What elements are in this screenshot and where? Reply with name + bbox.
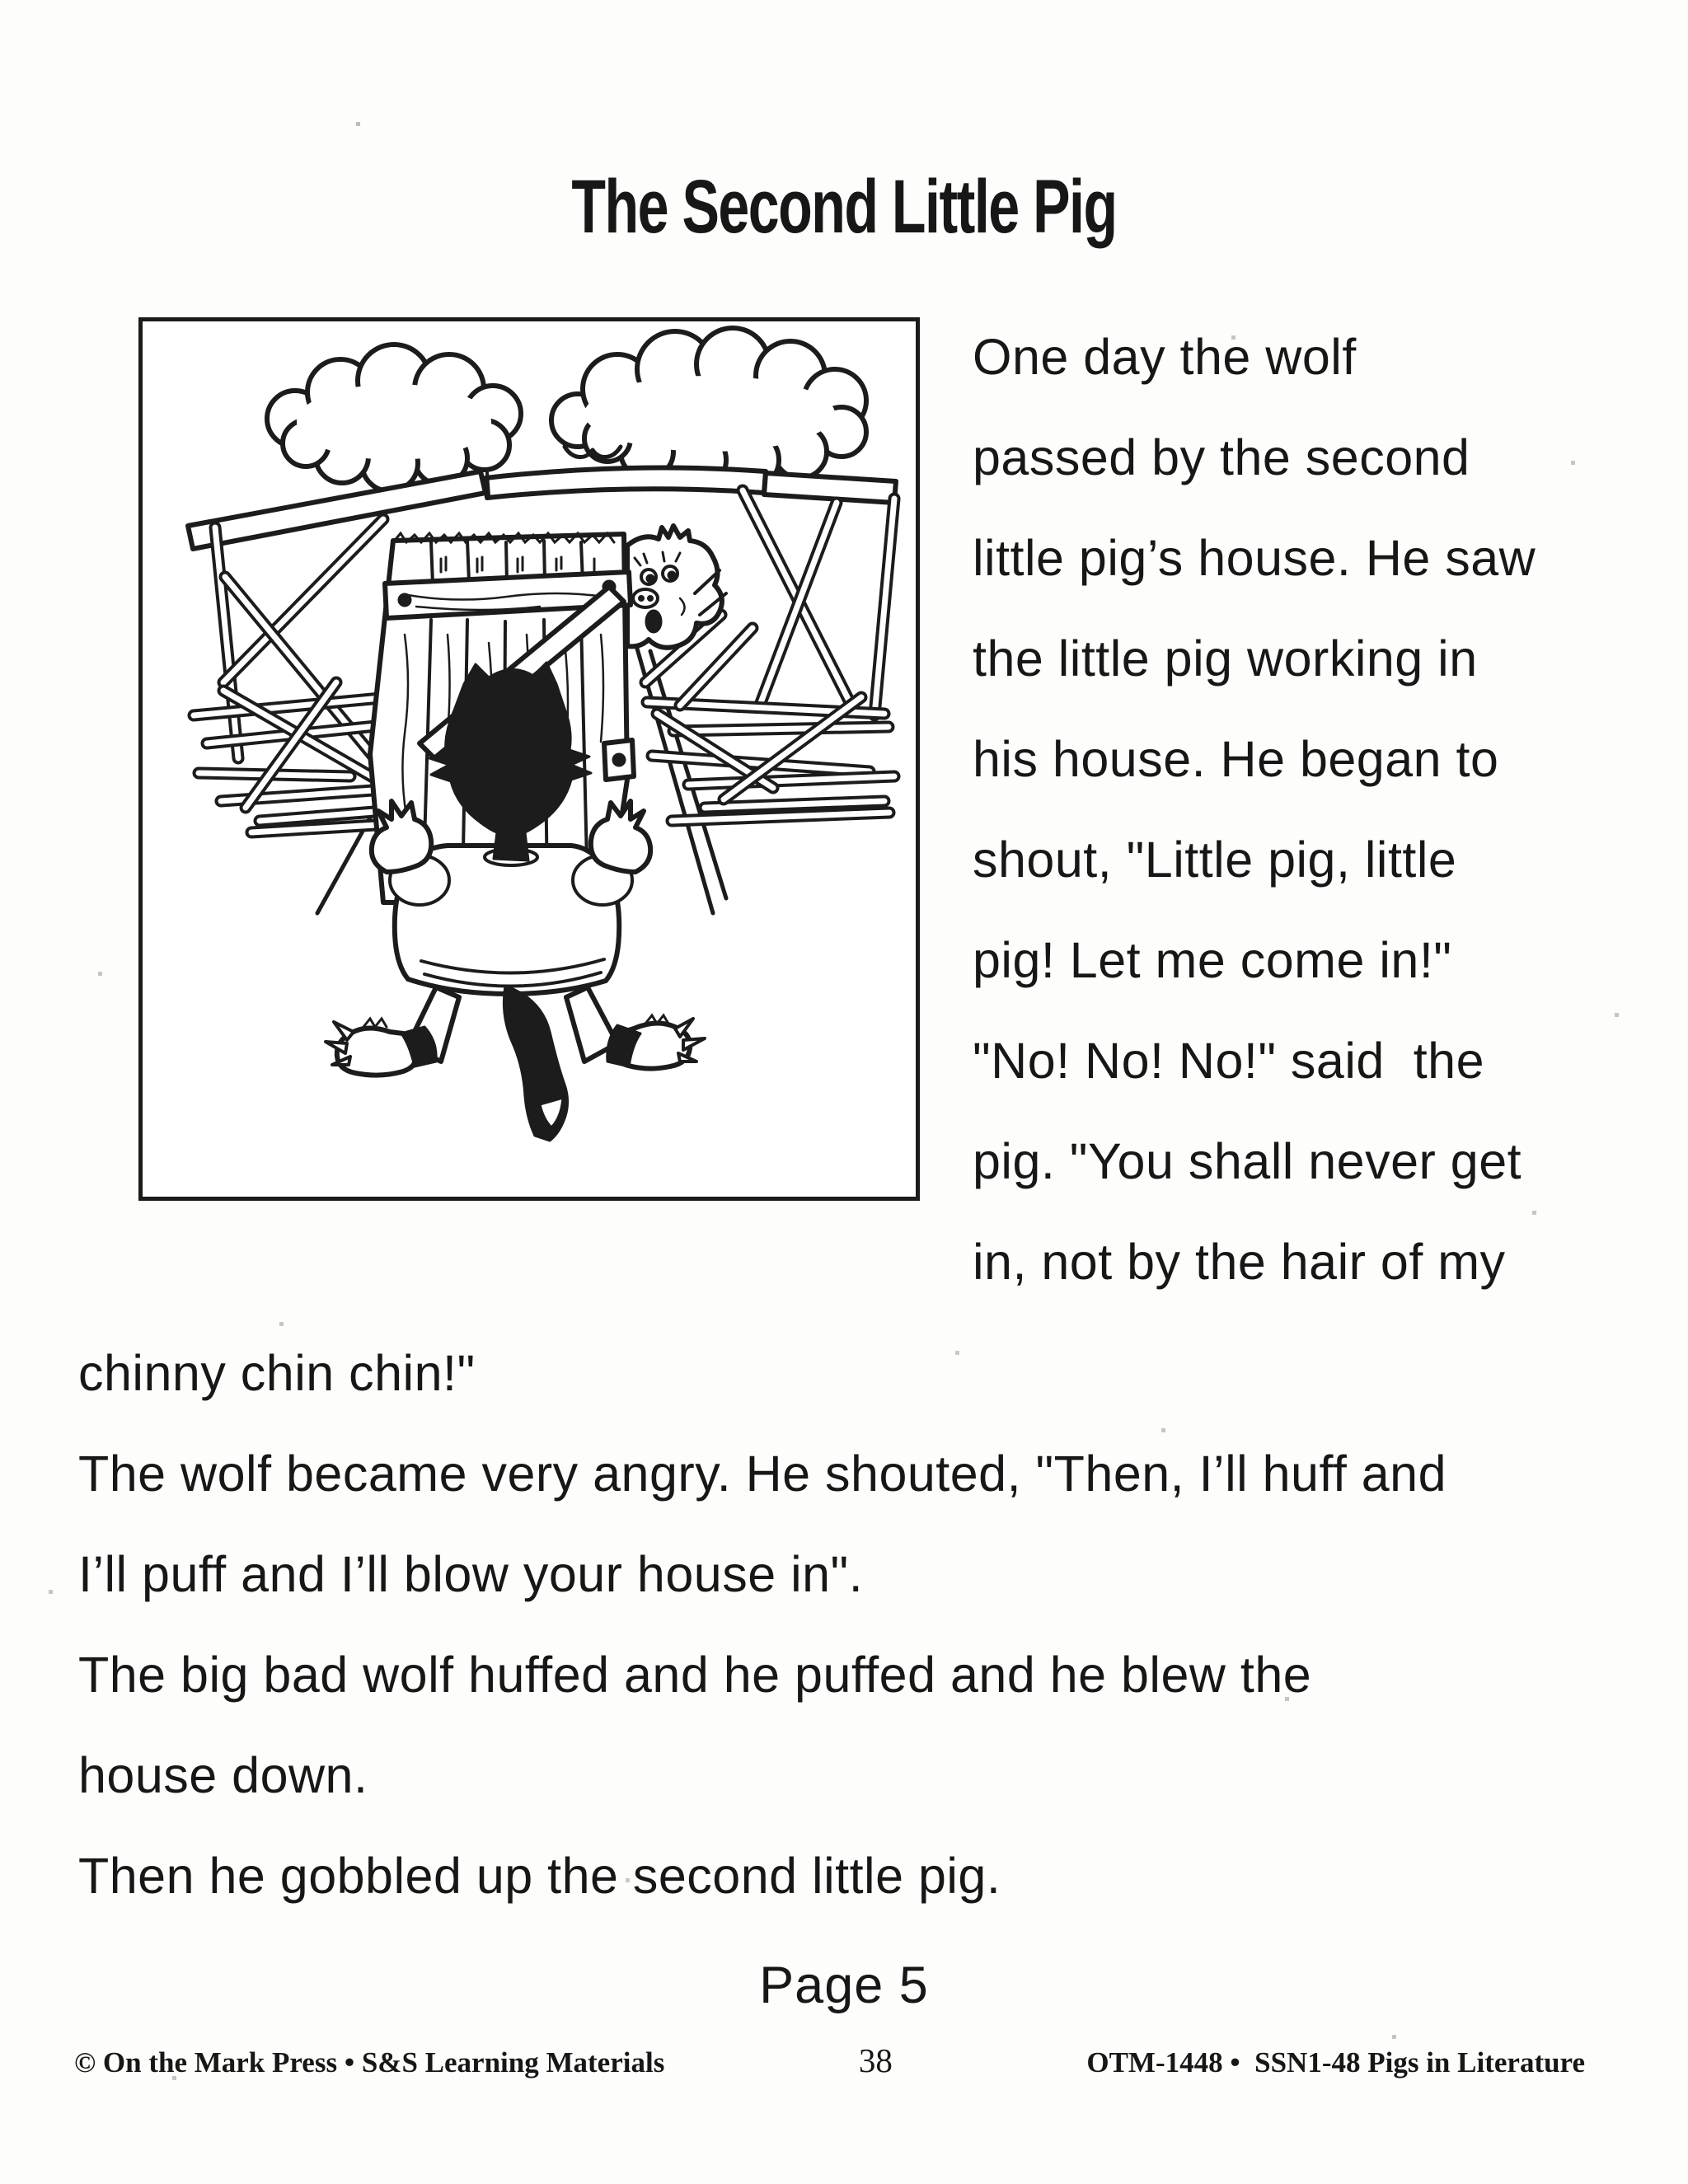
story-line: pig. "You shall never get (973, 1133, 1522, 1189)
story-line: "No! No! No!" said the (973, 1033, 1485, 1089)
scan-noise-specks (0, 0, 2, 2)
footer-page-number: 38 (858, 2041, 893, 2079)
story-line: chinny chin chin!" (78, 1345, 476, 1401)
story-line: pig! Let me come in!" (973, 932, 1452, 988)
cloud-icon (267, 344, 521, 491)
cloud-icon (551, 328, 866, 488)
footer-catalog-code: OTM-1448 • SSN1-48 Pigs in Literature (1086, 2046, 1585, 2079)
story-line: little pig’s house. He saw (973, 530, 1536, 586)
footer-publisher: © On the Mark Press • S&S Learning Materials (74, 2046, 665, 2079)
story-line: I’ll puff and I’ll blow your house in". (78, 1546, 864, 1602)
story-line: his house. He began to (973, 731, 1499, 787)
story-line: Then he gobbled up the second little pig. (78, 1848, 1001, 1904)
story-line: passed by the second (973, 429, 1470, 485)
page-footer (74, 2041, 1585, 2080)
story-line: in, not by the hair of my (973, 1234, 1506, 1290)
story-page-number: Page 5 (759, 1957, 929, 2014)
story-full-text (78, 1323, 1636, 1926)
story-column-text (973, 307, 1665, 1312)
story-illustration (138, 317, 920, 1201)
story-line: house down. (78, 1747, 368, 1803)
wolf-left-paw (326, 1019, 436, 1076)
page-title: The Second Little Pig (571, 165, 1117, 249)
story-line: shout, "Little pig, little (973, 832, 1457, 888)
wolf-right-paw (607, 1015, 705, 1069)
story-line: The wolf became very angry. He shouted, "Then, I’ll huff and (78, 1446, 1447, 1502)
story-line: One day the wolf (973, 329, 1357, 385)
story-line: the little pig working in (973, 630, 1478, 687)
story-line: The big bad wolf huffed and he puffed and he blew the (78, 1647, 1312, 1703)
